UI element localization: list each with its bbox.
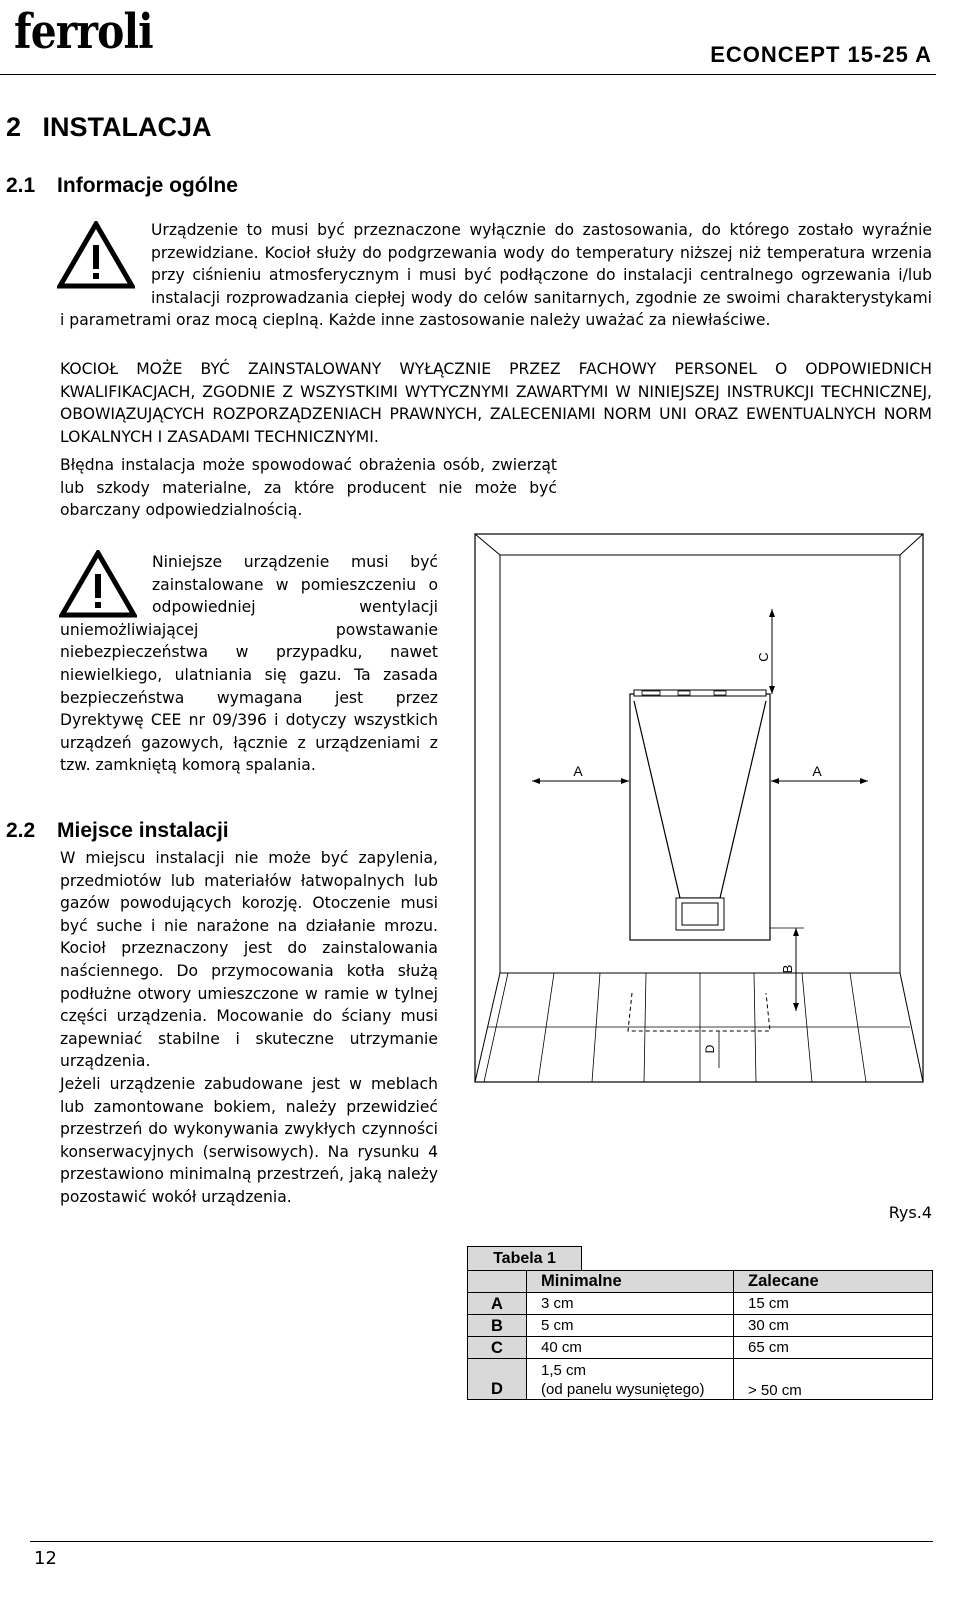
ventilation-paragraph: Niniejsze urządzenie musi być zainstalowane w pomieszczeniu o odpowiedniej wentylacji uniemożliwiającej powstawanie niebezpieczeństwa w przypadku, nawet niewielkiego, ulatniania się gazu. Ta zasada bezpieczeństwa wymagana jest przez Dyrektywę CEE nr 09/396 i dotyczy wszystkich urządzeń gazowych, łącznie z urządzeniami z tzw. zamkniętą komorą spalania.	[60, 553, 438, 775]
table-header-min: Minimalne	[527, 1271, 734, 1293]
subsection-title: Miejsce instalacji	[57, 819, 229, 842]
row-min: 40 cm	[527, 1337, 734, 1359]
subsection-heading-2-2	[6, 819, 229, 843]
row-rec: 30 cm	[734, 1315, 933, 1337]
section-number: 2	[6, 112, 22, 142]
row-rec: 15 cm	[734, 1293, 933, 1315]
header-rule	[0, 74, 936, 75]
table-row	[468, 1293, 933, 1315]
damage-paragraph: Błędna instalacja może spowodować obrażenia osób, zwierząt lub szkody materialne, za które producent nie może być obarczany odpowiedzialnością.	[60, 456, 557, 520]
label-a-right: A	[812, 763, 822, 779]
table-header-key	[468, 1271, 527, 1293]
table-label: Tabela 1	[467, 1246, 582, 1270]
floor-planks	[484, 973, 910, 1082]
clearance-diagram	[474, 533, 924, 1093]
section-title: INSTALACJA	[42, 112, 212, 142]
table-header-rec: Zalecane	[734, 1271, 933, 1293]
figure-caption: Rys.4	[888, 1203, 932, 1222]
label-b: B	[780, 964, 795, 974]
label-d: D	[703, 1044, 717, 1054]
subsection-number: 2.1	[6, 174, 36, 197]
row-key: A	[468, 1293, 527, 1315]
row-rec: 65 cm	[734, 1337, 933, 1359]
floor-footprint	[628, 993, 770, 1031]
footer-rule	[30, 1541, 933, 1542]
row-min: 5 cm	[527, 1315, 734, 1337]
row-key: D	[468, 1359, 527, 1400]
page-number: 12	[34, 1548, 57, 1569]
table-row	[468, 1337, 933, 1359]
label-c: C	[756, 652, 771, 662]
row-rec: > 50 cm	[734, 1359, 933, 1400]
section-heading	[6, 112, 212, 143]
ferroli-logo: ferroli	[14, 4, 153, 60]
table-header-row	[468, 1271, 933, 1293]
subsection-heading-2-1	[6, 174, 238, 198]
label-a-left: A	[573, 763, 583, 779]
subsection-number: 2.2	[6, 819, 36, 842]
intro-paragraph: Urządzenie to musi być przeznaczone wyłącznie do zastosowania, do którego zostało wyraźnie przewidziane. Kocioł służy do podgrzewania wody do temperatury niższej niż temperatura wrzenia przy ciśnieniu atmosferycznym i musi być podłączone do instalacji centralnego ogrzewania i/lub instalacji rozprowadzania ciepłej wody do celów sanitarnych, zgodnie ze swoimi charakterystykami i parametrami oraz mocą cieplną. Każde inne zastosowanie należy uważać za niewłaściwe.	[60, 221, 932, 330]
clearance-table	[467, 1270, 933, 1400]
subsection-title: Informacje ogólne	[57, 174, 238, 197]
row-key: B	[468, 1315, 527, 1337]
table-row	[468, 1359, 933, 1400]
row-key: C	[468, 1337, 527, 1359]
location-paragraph: W miejscu instalacji nie może być zapylenia, przedmiotów lub materiałów łatwopalnych lub gazów powodujących korozję. Otoczenie musi być suche i nie narażone na działanie mrozu. Kocioł przeznaczony jest do zainstalowania naściennego. Do przymocowania kotła służą podłużne otwory umieszczone w ramie w tylnej części urządzenia. Mocowanie do ściany musi zapewniać stabilne i skuteczne utrzymanie urządzenia. Jeżeli urządzenie zabudowane jest w meblach lub zamontowane bokiem, należy przewidzieć przestrzeń do wykonywania zwykłych czynności konserwacyjnych (serwisowych). Na rysunku 4 przestawiono minimalną przestrzeń, jaką należy pozostawić wokół urządzenia.	[60, 849, 438, 1206]
row-min: 1,5 cm (od panelu wysuniętego)	[527, 1359, 734, 1400]
model-title: ECONCEPT 15-25 A	[710, 42, 932, 67]
warning-uppercase-paragraph: KOCIOŁ MOŻE BYĆ ZAINSTALOWANY WYŁĄCZNIE PRZEZ FACHOWY PERSONEL O ODPOWIEDNICH KWALIFIKACJACH, ZGODNIE Z WSZYSTKIMI WYTYCZNYMI ZAWARTYMI W NINIEJSZEJ INSTRUKCJI TECHNICZNEJ, OBOWIĄZUJĄCYCH ROZPORZĄDZENIACH PRAWNYCH, ZALECENIAMI NORM UNI ORAZ EWENTUALNYCH NORM LOKALNYCH I ZASADAMI TECHNICZNYMI.	[60, 360, 932, 446]
row-min: 3 cm	[527, 1293, 734, 1315]
table-row	[468, 1315, 933, 1337]
